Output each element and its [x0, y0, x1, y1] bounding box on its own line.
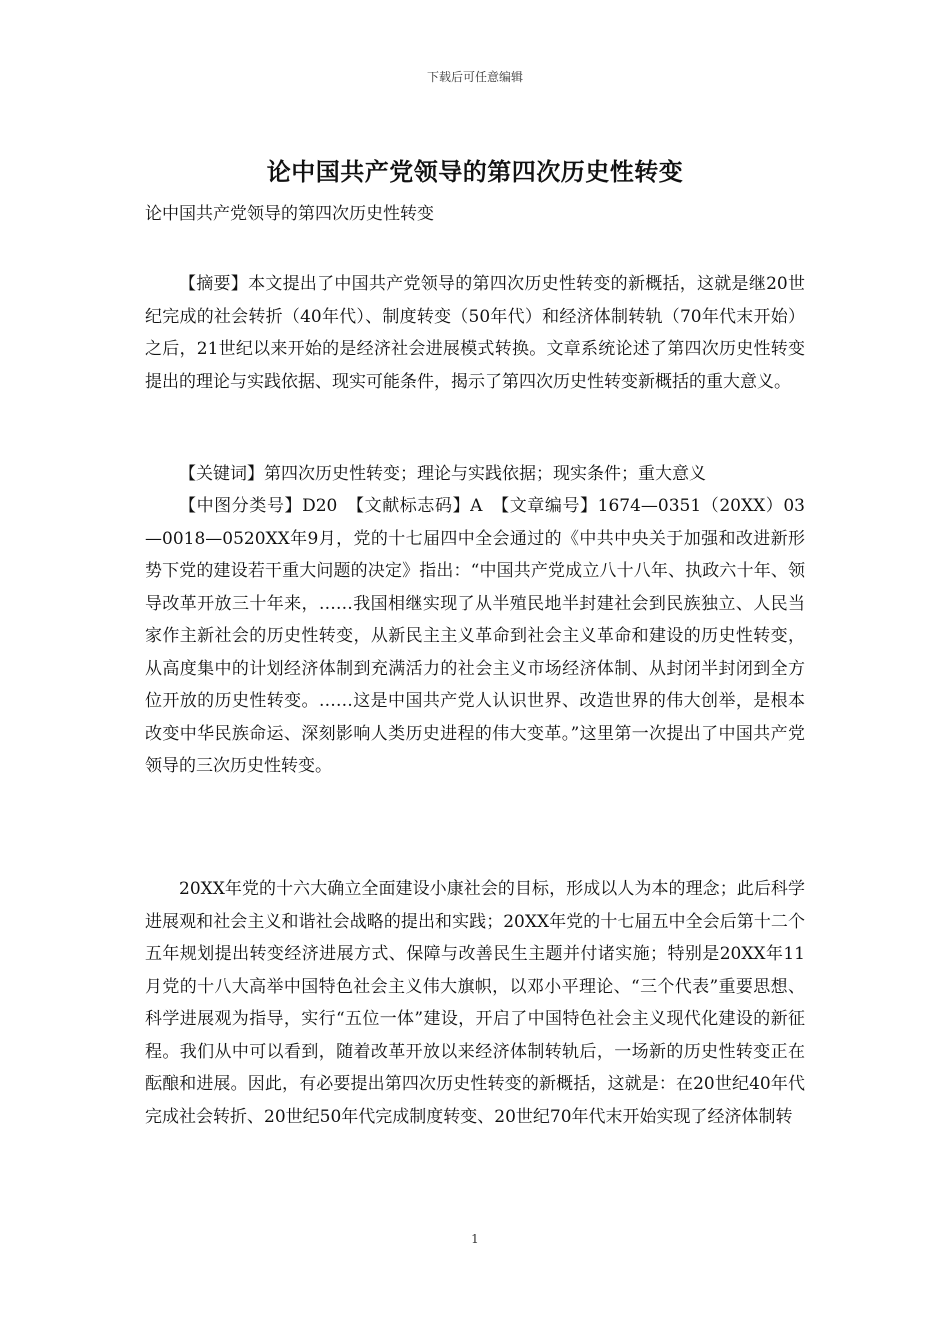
- classification-body-paragraph: 【中图分类号】D20 【文献标志码】A 【文章编号】1674—0351（20XX）03—0018—0520XX年9月，党的十七届四中全会通过的《中共中央关于加强和改进新形势下党的建设若干重大问题的决定》指出：“中国共产党成立八十八年、执政六十年、领导改革开放三十年来，……我国相继实现了从半殖民地半封建社会到民族独立、人民当家作主新社会的历史性转变，从新民主主义革命到社会主义革命和建设的历史性转变，从高度集中的计划经济体制到充满活力的社会主义市场经济体制、从封闭半封闭到全方位开放的历史性转变。……这是中国共产党人认识世界、改造世界的伟大创举，是根本改变中华民族命运、深刻影响人类历史进程的伟大变革。”这里第一次提出了中国共产党领导的三次历史性转变。: [145, 496, 805, 776]
- document-subtitle: 论中国共产党领导的第四次历史性转变: [145, 204, 434, 224]
- body-paragraph: 20XX年党的十六大确立全面建设小康社会的目标，形成以人为本的理念；此后科学进展观和社会主义和谐社会战略的提出和实践；20XX年党的十七届五中全会后第十二个五年规划提出转变经济进展方式、保障与改善民生主题并付诸实施；特别是20XX年11月党的十八大高举中国特色社会主义伟大旗帜，以邓小平理论、“三个代表”重要思想、科学进展观为指导，实行“五位一体”建设，开启了中国特色社会主义现代化建设的新征程。我们从中可以看到，随着改革开放以来经济体制转轨后，一场新的历史性转变正在酝酿和进展。因此，有必要提出第四次历史性转变的新概括，这就是：在20世纪40年代完成社会转折、20世纪50年代完成制度转变、20世纪70年代末开始实现了经济体制转: [145, 879, 805, 1127]
- header-note: 下载后可任意编辑: [426, 70, 523, 84]
- page-number: 1: [471, 1232, 479, 1246]
- document-title: 论中国共产党领导的第四次历史性转变: [266, 157, 684, 186]
- keywords-paragraph: 【关键词】第四次历史性转变；理论与实践依据；现实条件；重大意义: [179, 464, 706, 484]
- abstract-paragraph: 【摘要】本文提出了中国共产党领导的第四次历史性转变的新概括，这就是继20世纪完成的社会转折（40年代）、制度转变（50年代）和经济体制转轨（70年代末开始）之后，21世纪以来开始的是经济社会进展模式转换。文章系统论述了第四次历史性转变提出的理论与实践依据、现实可能条件，揭示了第四次历史性转变新概括的重大意义。: [145, 274, 805, 392]
